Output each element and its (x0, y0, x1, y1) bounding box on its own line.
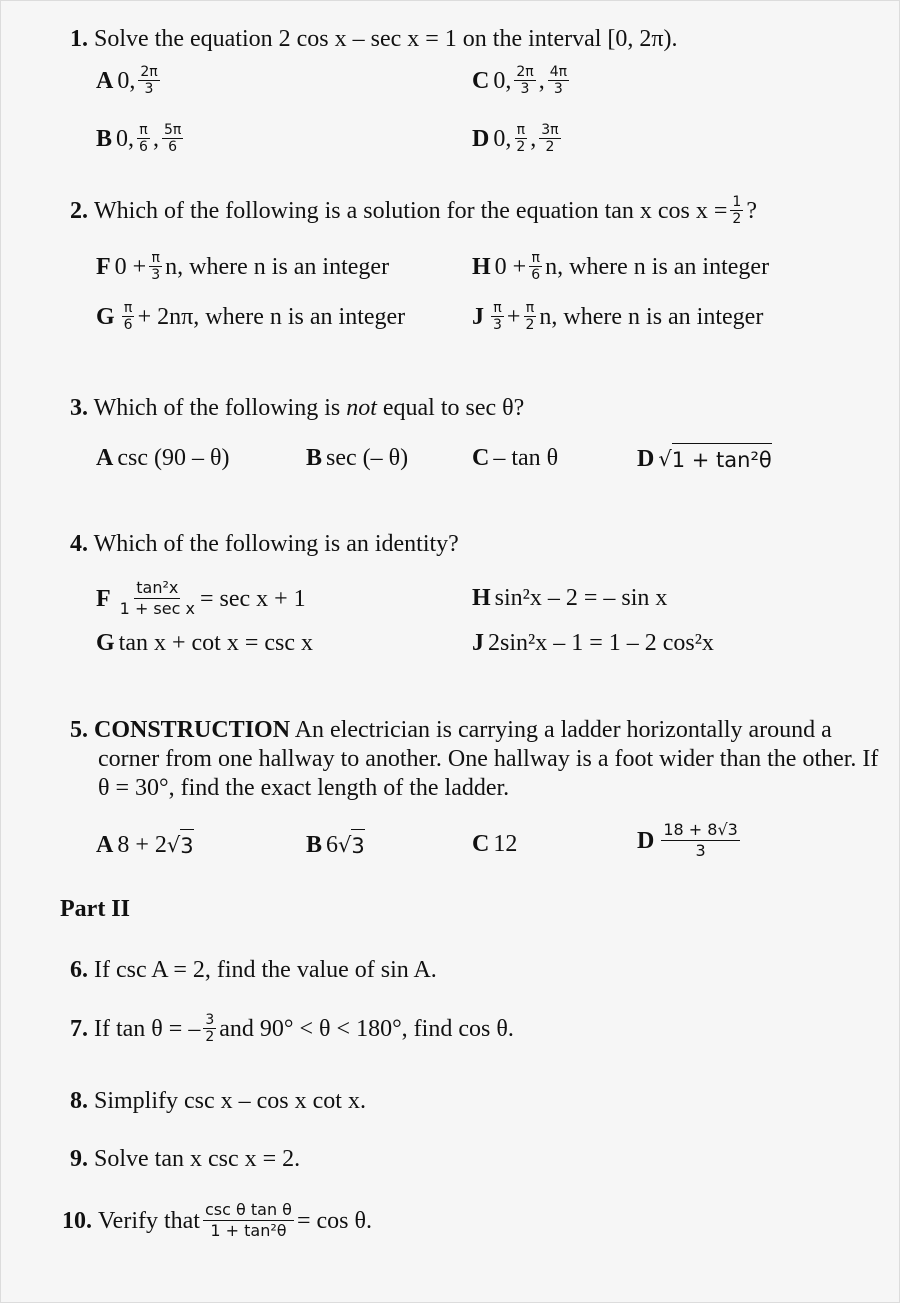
question-number: 10. (62, 1207, 92, 1234)
choice-letter: C (472, 67, 490, 94)
fraction (149, 250, 162, 283)
choice-3c (472, 443, 558, 473)
choice-letter: A (96, 445, 114, 471)
choice-4h (472, 583, 667, 613)
question-number: 7. (70, 1015, 88, 1042)
question-number: 2. (70, 197, 88, 224)
choice-letter: D (472, 125, 490, 152)
question-text: Simplify csc x – cos x cot x. (94, 1088, 366, 1114)
choice-letter: G (96, 630, 115, 656)
question-6 (70, 955, 437, 985)
numerator: 5π (163, 122, 182, 138)
choice-2f (96, 250, 389, 283)
question-text-post: and 90° < θ < 180°, find cos θ. (219, 1015, 514, 1042)
numerator: 2π (140, 64, 158, 80)
choice-text: – tan θ (493, 445, 559, 471)
radicand: 3 (351, 829, 364, 861)
question-text: Which of the following is an identity? (93, 531, 459, 557)
choice-1c: C 0, $\frac{2\pi}{3}$ , $\frac{4\pi}{3}$ (472, 64, 568, 97)
choice-1b: B 0, $\frac{\pi}{6}$ , $\frac{5\pi}{6}$ (96, 122, 182, 155)
question-text: An electrician is carrying a ladder horizontally around a corner from one hallway to another. One hallway is a foot wider than the other. If θ = 30°, find the exact length of the ladder. (98, 717, 879, 801)
denominator: 3 (553, 81, 563, 97)
choice-3d (637, 443, 772, 475)
choice-2h (472, 250, 769, 283)
question-number: 4. (70, 531, 88, 557)
choice-letter: C (472, 445, 490, 471)
numerator: tan²x (136, 578, 179, 597)
numerator: 3 (205, 1012, 215, 1028)
question-7 (70, 1012, 514, 1045)
question-2 (70, 194, 757, 227)
denominator: 6 (168, 139, 178, 155)
radical-sign: √ (166, 833, 181, 857)
denominator: 3 (493, 317, 502, 333)
denominator: 2 (525, 317, 535, 333)
fraction (122, 300, 135, 333)
choice-pre: 6 (326, 832, 339, 858)
question-text-pre: Verify that (98, 1207, 200, 1234)
choice-1a (96, 64, 163, 97)
fraction (203, 1012, 216, 1045)
part-ii-heading: Part II (60, 896, 130, 922)
question-10 (62, 1200, 372, 1241)
denominator: 1 + tan²θ (210, 1221, 287, 1240)
denominator: 3 (520, 81, 530, 97)
choice-letter: A (96, 67, 114, 94)
choice-tail: + 2nπ, where n is an integer (137, 303, 406, 330)
radical-sign: √ (658, 447, 672, 471)
choice-lead: 0, (493, 67, 512, 94)
fraction (138, 64, 159, 97)
numerator: 1 (732, 194, 742, 210)
choice-1d: D 0, $\frac{\pi}{2}$ , $\frac{3\pi}{2}$ (472, 122, 559, 155)
denominator: 1 + sec x (119, 599, 195, 618)
question-number: 6. (70, 957, 88, 983)
numerator: π (151, 250, 160, 266)
question-9 (70, 1144, 300, 1174)
radicand: 3 (180, 829, 193, 861)
choice-lead: 0, (117, 67, 136, 94)
fraction (203, 1200, 294, 1241)
numerator: π (516, 122, 526, 138)
question-number: 3. (70, 395, 88, 421)
choice-lead: 0 + (494, 253, 527, 280)
question-1 (70, 24, 678, 54)
choice-tail: = sec x + 1 (199, 585, 306, 612)
choice-letter: F (96, 585, 111, 612)
denominator: 3 (144, 81, 154, 97)
choice-tail: n, where n is an integer (165, 253, 390, 280)
question-number: 5. (70, 717, 88, 743)
question-tail: ? (746, 197, 757, 224)
denominator: 2 (545, 139, 555, 155)
question-text: Which of the following is a solution for the equation tan x cos x = (94, 197, 728, 224)
choice-letter: H (472, 253, 491, 280)
fraction (514, 122, 527, 155)
choice-5b (306, 829, 365, 861)
choice-text: sin²x – 2 = – sin x (494, 585, 668, 611)
choice-tail: n, where n is an integer (539, 303, 764, 330)
choice-5d (637, 820, 743, 861)
numerator: π (123, 300, 133, 316)
radicand: 1 + tan²θ (672, 443, 772, 475)
numerator: π (139, 122, 148, 138)
denominator: 2 (205, 1029, 215, 1045)
fraction (539, 122, 560, 155)
numerator: 18 + 8√3 (663, 820, 738, 839)
choice-letter: F (96, 253, 111, 280)
numerator: π (525, 300, 535, 316)
numerator: csc θ tan θ (204, 1200, 292, 1219)
choice-3b (306, 443, 408, 473)
choice-mid: + (506, 303, 521, 330)
radical-sign: √ (338, 833, 352, 857)
choice-letter: C (472, 831, 490, 857)
choice-letter: D (637, 827, 655, 854)
choice-lead: 0, (116, 125, 135, 152)
question-text: If csc A = 2, find the value of sin A. (94, 957, 437, 983)
fraction (137, 122, 150, 155)
question-5 (70, 716, 890, 803)
denominator: 6 (531, 267, 541, 283)
choice-tail: n, where n is an integer (545, 253, 770, 280)
choice-4g (96, 628, 313, 658)
choice-text: csc (90 – θ) (117, 445, 230, 471)
fraction (730, 194, 743, 227)
choice-pre: 8 + 2 (117, 832, 167, 858)
fraction (661, 820, 740, 861)
choice-2j (472, 300, 763, 333)
fraction (548, 64, 569, 97)
question-number: 9. (70, 1146, 88, 1172)
denominator: 6 (123, 317, 133, 333)
denominator: 6 (139, 139, 148, 155)
numerator: 2π (516, 64, 534, 80)
question-text-pre: If tan θ = – (94, 1015, 201, 1042)
question-text-emphasis: not (346, 395, 377, 421)
choice-2g (96, 300, 405, 333)
choice-letter: B (306, 832, 323, 858)
question-number: 8. (70, 1088, 88, 1114)
question-text-pre: Which of the following is (93, 395, 341, 421)
choice-4f (96, 578, 306, 619)
choice-lead: 0, (493, 125, 512, 152)
choice-3a (96, 443, 229, 473)
fraction (529, 250, 542, 283)
choice-letter: B (306, 445, 323, 471)
choice-4j (472, 628, 714, 658)
choice-letter: D (637, 446, 655, 472)
fraction (162, 122, 183, 155)
choice-letter: B (96, 125, 113, 152)
choice-letter: J (472, 630, 484, 656)
question-8 (70, 1086, 366, 1116)
choice-lead: 0 + (114, 253, 147, 280)
choice-letter: A (96, 832, 114, 858)
question-text-post: = cos θ. (296, 1207, 372, 1234)
question-label: CONSTRUCTION (94, 717, 291, 743)
choice-text: sec (– θ) (326, 445, 409, 471)
numerator: 3π (541, 122, 559, 138)
denominator: 3 (151, 267, 161, 283)
question-text: Solve tan x csc x = 2. (94, 1146, 301, 1172)
choice-text: 2sin²x – 1 = 1 – 2 cos²x (488, 630, 714, 656)
numerator: π (493, 300, 502, 316)
choice-5c (472, 829, 517, 859)
numerator: 4π (549, 64, 568, 80)
fraction (118, 578, 197, 619)
question-number: 1. (70, 26, 88, 52)
denominator: 3 (695, 841, 706, 860)
choice-text: tan x + cot x = csc x (118, 630, 314, 656)
choice-text: 12 (493, 831, 518, 857)
denominator: 2 (516, 139, 526, 155)
fraction (514, 64, 535, 97)
fraction (491, 300, 504, 333)
numerator: π (531, 250, 540, 266)
denominator: 2 (732, 211, 742, 227)
choice-letter: G (96, 303, 115, 330)
question-3 (70, 393, 524, 423)
fraction (523, 300, 536, 333)
question-text: Solve the equation 2 cos x – sec x = 1 on the interval [0, 2π). (94, 26, 678, 52)
question-text-post: equal to sec θ? (382, 395, 525, 421)
choice-letter: J (472, 303, 484, 330)
choice-letter: H (472, 585, 491, 611)
choice-5a (96, 829, 194, 861)
question-4 (70, 529, 459, 559)
